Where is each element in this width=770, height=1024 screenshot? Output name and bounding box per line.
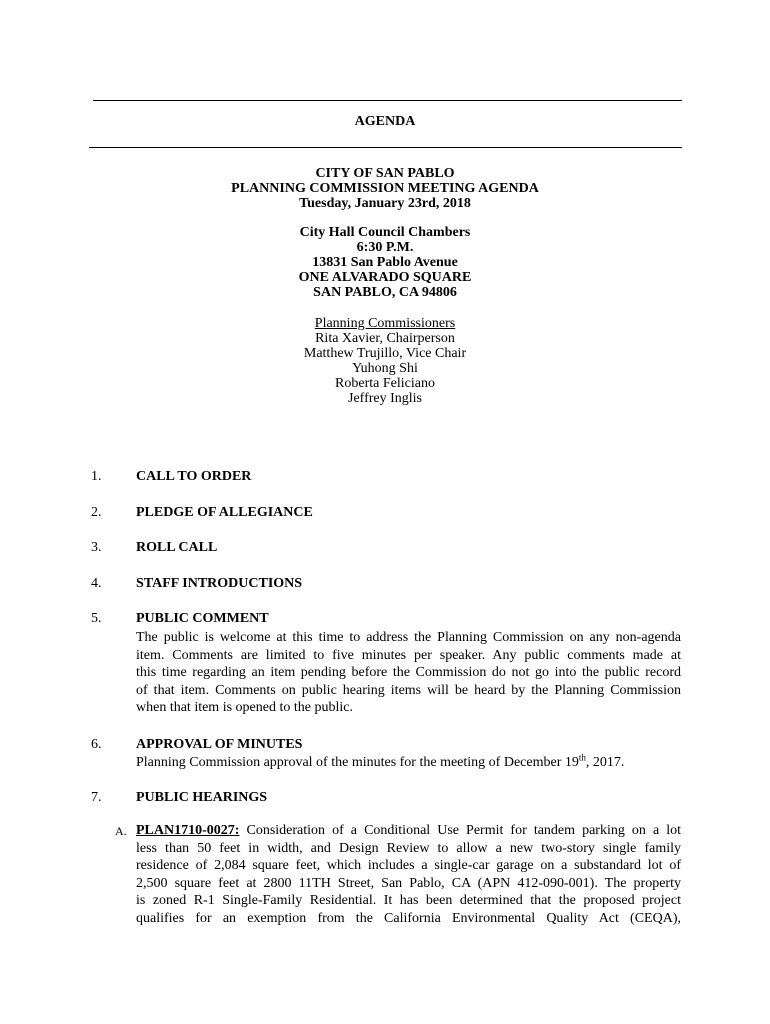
item-title: PUBLIC COMMENT [136, 611, 269, 626]
meeting-time: 6:30 P.M. [356, 240, 414, 255]
commissioners-heading: Planning Commissioners [314, 316, 456, 331]
city-state-zip: SAN PABLO, CA 94806 [313, 285, 457, 300]
item-number: 1. [91, 469, 102, 484]
commissioner: Matthew Trujillo, Vice Chair [303, 346, 467, 361]
square-address: ONE ALVARADO SQUARE [298, 270, 472, 285]
item-description [136, 752, 681, 770]
item-number: 3. [91, 540, 102, 555]
description-line: The public is welcome at this time to address the Planning Commission on any non-agenda [136, 630, 681, 645]
item-number: 7. [91, 790, 102, 805]
description-line [136, 822, 681, 840]
item-number: 4. [91, 576, 102, 591]
item-description [136, 629, 681, 717]
description-line: 2,500 square feet at 2800 11TH Street, San Pablo, CA (APN 412-090-001). The property [136, 875, 681, 891]
item-number: 5. [91, 611, 102, 626]
hearing-description [136, 822, 681, 927]
ordinal-suffix: th [578, 752, 586, 763]
commissioners-block [0, 316, 770, 406]
item-number: 6. [91, 737, 102, 752]
commissioner: Rita Xavier, Chairperson [315, 331, 455, 346]
description-line: this time regarding an item pending before the Commission do not go into the public record [136, 665, 681, 680]
description-line: of that item. Comments on public hearing items will be heard by the Planning Commission [136, 682, 681, 698]
plan-id: PLAN1710-0027: [136, 823, 240, 838]
meeting-name: PLANNING COMMISSION MEETING AGENDA [231, 181, 539, 196]
agenda-title: AGENDA [354, 114, 416, 129]
description-line: qualifies for an exemption from the California Environmental Quality Act (CEQA), [136, 910, 681, 926]
hearing-letter: A. [115, 824, 127, 838]
venue: City Hall Council Chambers [299, 225, 471, 240]
top-rule [93, 100, 682, 101]
item-number: 2. [91, 505, 102, 520]
meeting-header [0, 166, 770, 211]
description-line [136, 752, 681, 770]
city-name: CITY OF SAN PABLO [315, 166, 455, 181]
item-title: CALL TO ORDER [136, 469, 252, 484]
minutes-text: Planning Commission approval of the minutes for the meeting of December 19 [136, 755, 579, 770]
meeting-location [0, 225, 770, 300]
description-line: is zoned R-1 Single-Family Residential. It has been determined that the proposed project [136, 893, 681, 908]
description-line: when that item is opened to the public. [136, 700, 353, 715]
meeting-date: Tuesday, January 23rd, 2018 [299, 196, 471, 211]
item-title: ROLL CALL [136, 540, 218, 555]
description-line: residence of 2,084 square feet, which includes a single-car garage on a substandard lot of [136, 858, 681, 873]
description-line: less than 50 feet in width, and Design Review to allow a new two-story single family [136, 840, 681, 856]
commissioner: Yuhong Shi [352, 361, 418, 376]
item-title: STAFF INTRODUCTIONS [136, 576, 303, 591]
plan-text: Consideration of a Conditional Use Permit for tandem parking on a lot [239, 823, 681, 838]
item-title: PUBLIC HEARINGS [136, 790, 268, 805]
minutes-year: , 2017. [585, 755, 625, 770]
bottom-rule [89, 147, 682, 148]
commissioner: Jeffrey Inglis [348, 391, 422, 406]
description-line: item. Comments are limited to five minutes per speaker. Any public comments made at [136, 647, 681, 663]
item-title: APPROVAL OF MINUTES [136, 737, 303, 752]
item-title: PLEDGE OF ALLEGIANCE [136, 505, 313, 520]
commissioner: Roberta Feliciano [335, 376, 435, 391]
street-address: 13831 San Pablo Avenue [312, 255, 458, 270]
